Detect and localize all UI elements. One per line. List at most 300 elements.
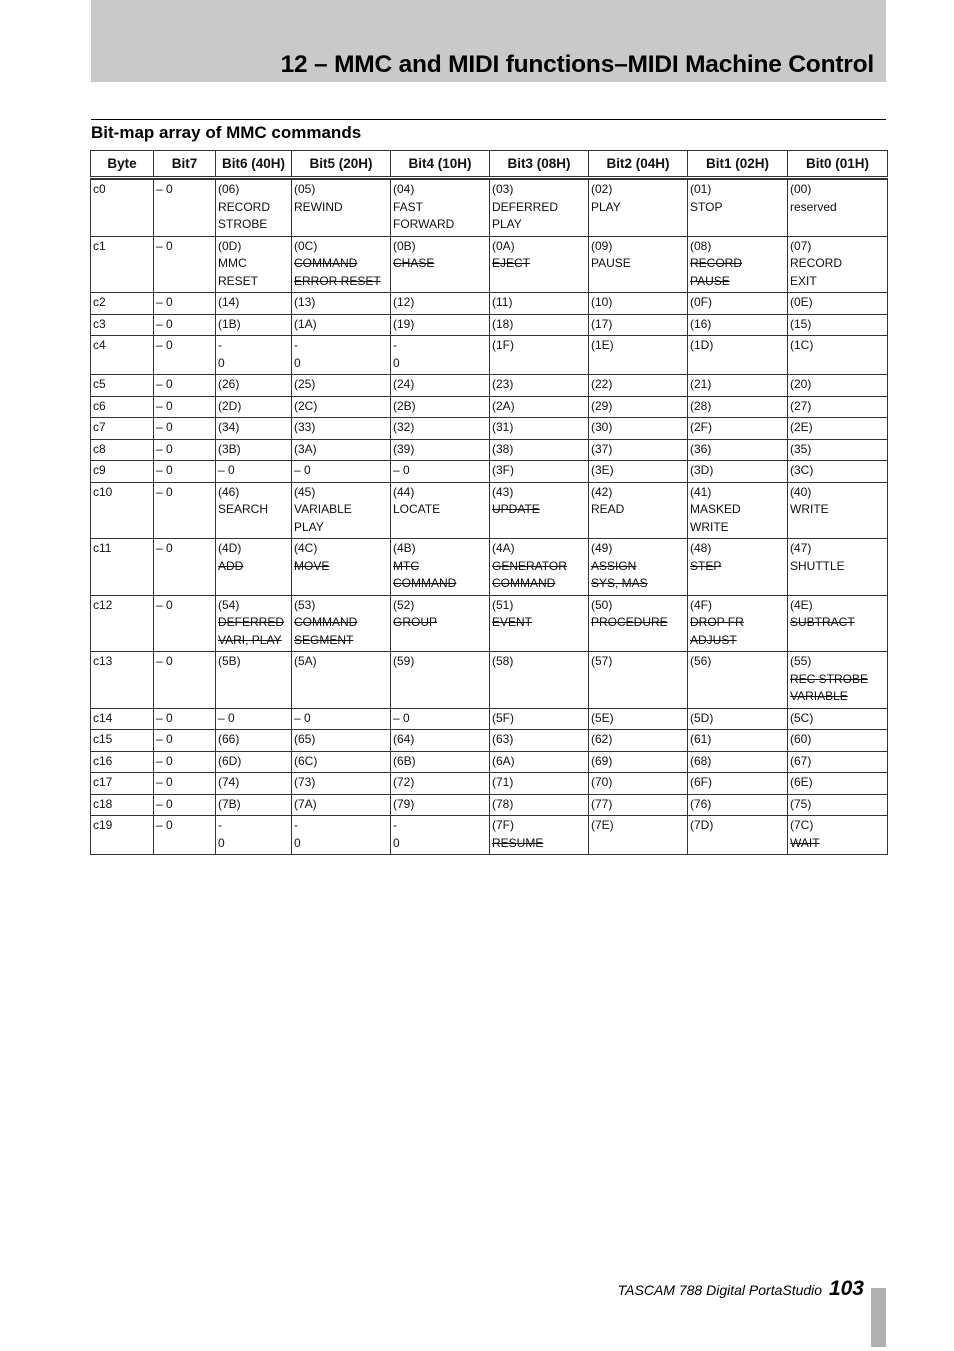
command-cell: [688, 652, 788, 709]
command-cell: [216, 751, 292, 773]
command-code: (3F): [492, 463, 514, 477]
bit7-cell: – 0: [154, 396, 216, 418]
command-cell: [788, 539, 888, 596]
table-row: [91, 293, 888, 315]
command-name: 0: [218, 355, 225, 370]
command-cell: [292, 595, 391, 652]
command-code: -: [393, 818, 397, 832]
command-cell: [688, 816, 788, 855]
command-name: ADJUST: [690, 632, 737, 647]
command-cell: [788, 396, 888, 418]
command-code: (0B): [393, 238, 416, 253]
command-code: (29): [591, 398, 613, 413]
command-code: (4C): [294, 541, 318, 555]
command-code: (37): [591, 441, 613, 456]
command-code: (72): [393, 775, 415, 789]
command-code: (6C): [294, 753, 318, 768]
command-name: 0: [393, 355, 400, 370]
command-cell: [490, 396, 589, 418]
byte-cell: c4: [91, 336, 154, 375]
command-name: STOP: [690, 199, 723, 214]
command-cell: [391, 396, 490, 418]
command-code: (6E): [790, 775, 813, 789]
command-code: (3B): [218, 441, 241, 456]
command-cell: [490, 375, 589, 397]
table-row: [91, 794, 888, 816]
command-code: (11): [492, 295, 513, 309]
table-row: [91, 482, 888, 539]
command-code: (19): [393, 316, 415, 331]
command-code: (76): [690, 796, 712, 811]
command-name: STEP: [690, 558, 722, 573]
command-name: MTC: [393, 558, 419, 573]
command-cell: [688, 236, 788, 293]
command-cell: [688, 336, 788, 375]
command-cell: [589, 336, 688, 375]
command-code: (56): [690, 654, 712, 668]
command-cell: [216, 336, 292, 375]
command-cell: [589, 180, 688, 237]
command-code: (67): [790, 753, 812, 768]
command-code: (64): [393, 732, 415, 746]
command-cell: [391, 293, 490, 315]
command-cell: [589, 375, 688, 397]
command-cell: [688, 418, 788, 440]
command-cell: [688, 482, 788, 539]
command-code: (06): [218, 182, 240, 196]
command-cell: [688, 751, 788, 773]
command-name: COMMAND: [492, 576, 556, 590]
command-code: (42): [591, 484, 613, 499]
command-cell: [589, 236, 688, 293]
command-code: (57): [591, 654, 613, 668]
command-cell: [490, 794, 589, 816]
bit7-cell: – 0: [154, 293, 216, 315]
byte-cell: c15: [91, 730, 154, 752]
command-name: REWIND: [294, 199, 343, 214]
command-cell: [216, 180, 292, 237]
command-cell: [391, 336, 490, 375]
command-code: (73): [294, 775, 316, 789]
command-cell: [589, 652, 688, 709]
command-code: (47): [790, 541, 812, 555]
command-cell: [688, 461, 788, 483]
command-cell: [589, 482, 688, 539]
command-cell: [292, 652, 391, 709]
command-code: (1E): [591, 338, 614, 352]
command-cell: [490, 314, 589, 336]
command-name: FORWARD: [393, 217, 455, 231]
command-cell: [216, 816, 292, 855]
command-name: PLAY: [591, 199, 621, 214]
table-row: [91, 314, 888, 336]
table-row: [91, 730, 888, 752]
command-cell: [292, 236, 391, 293]
command-name: UPDATE: [492, 502, 540, 516]
bit7-cell: – 0: [154, 482, 216, 539]
command-cell: [788, 816, 888, 855]
command-cell: [688, 314, 788, 336]
command-cell: [216, 708, 292, 730]
mmc-bitmap-table: [90, 150, 888, 855]
byte-cell: c10: [91, 482, 154, 539]
command-cell: [589, 794, 688, 816]
command-code: (26): [218, 377, 240, 391]
command-code: (75): [790, 796, 812, 811]
command-cell: [391, 751, 490, 773]
byte-cell: c12: [91, 595, 154, 652]
command-cell: [589, 439, 688, 461]
command-code: (5A): [294, 654, 317, 668]
command-code: (79): [393, 796, 415, 811]
command-cell: [788, 418, 888, 440]
command-code: (6F): [690, 775, 712, 789]
command-name: SHUTTLE: [790, 558, 845, 573]
command-code: -: [294, 818, 298, 832]
command-code: (50): [591, 597, 613, 612]
command-code: (60): [790, 732, 812, 746]
command-code: (51): [492, 597, 514, 612]
command-cell: [788, 652, 888, 709]
command-code: (15): [790, 316, 812, 331]
command-code: – 0: [218, 463, 235, 477]
command-cell: [490, 293, 589, 315]
command-code: (77): [591, 796, 613, 811]
table-header-row: [91, 151, 888, 178]
command-cell: [688, 773, 788, 795]
table-row: [91, 773, 888, 795]
command-cell: [490, 652, 589, 709]
command-code: (22): [591, 377, 613, 391]
command-code: (4B): [393, 541, 416, 555]
command-cell: [292, 794, 391, 816]
command-cell: [490, 773, 589, 795]
command-code: (66): [218, 732, 240, 746]
command-code: (17): [591, 316, 613, 331]
byte-cell: c9: [91, 461, 154, 483]
command-name: GENERATOR: [492, 558, 567, 573]
command-code: -: [218, 818, 222, 832]
command-name: RECORD: [218, 199, 271, 214]
command-name: DEFERRED: [218, 615, 285, 629]
command-code: (7A): [294, 796, 317, 811]
command-code: (3A): [294, 441, 317, 456]
byte-cell: c2: [91, 293, 154, 315]
command-code: (3C): [790, 463, 814, 477]
command-code: (33): [294, 420, 316, 434]
command-cell: [216, 652, 292, 709]
command-name: RESET: [218, 273, 259, 288]
table-row: [91, 336, 888, 375]
command-code: (5F): [492, 710, 514, 725]
command-code: (07): [790, 238, 812, 253]
table-row: [91, 461, 888, 483]
column-header-bit3: Bit3 (08H): [490, 151, 589, 178]
command-code: (36): [690, 441, 712, 456]
command-name: READ: [591, 502, 625, 516]
command-cell: [292, 708, 391, 730]
command-code: (53): [294, 597, 316, 612]
command-code: (38): [492, 441, 514, 456]
command-cell: [216, 595, 292, 652]
command-cell: [391, 539, 490, 596]
chapter-header-band: [91, 0, 886, 82]
command-name: COMMAND: [393, 576, 457, 590]
command-cell: [589, 595, 688, 652]
command-code: (2E): [790, 420, 813, 434]
command-name: PLAY: [294, 519, 324, 534]
command-code: (18): [492, 316, 514, 331]
bit7-cell: – 0: [154, 816, 216, 855]
command-cell: [490, 461, 589, 483]
command-name: 0: [218, 835, 225, 850]
command-cell: [391, 794, 490, 816]
command-cell: [391, 314, 490, 336]
byte-cell: c16: [91, 751, 154, 773]
command-code: (09): [591, 238, 613, 253]
command-cell: [589, 708, 688, 730]
command-code: (52): [393, 597, 415, 612]
command-code: (0E): [790, 295, 813, 309]
command-code: (32): [393, 420, 415, 434]
table-row: [91, 439, 888, 461]
command-code: (46): [218, 484, 240, 499]
command-cell: [788, 708, 888, 730]
command-code: (58): [492, 654, 514, 668]
byte-cell: c3: [91, 314, 154, 336]
command-name: EXIT: [790, 273, 817, 288]
command-cell: [589, 773, 688, 795]
command-code: (25): [294, 377, 316, 391]
bit7-cell: – 0: [154, 336, 216, 375]
bit7-cell: – 0: [154, 751, 216, 773]
byte-cell: c0: [91, 180, 154, 237]
command-cell: [216, 418, 292, 440]
command-cell: [589, 461, 688, 483]
table-row: [91, 595, 888, 652]
command-name: reserved: [790, 199, 837, 214]
command-cell: [788, 314, 888, 336]
command-code: (41): [690, 484, 712, 499]
command-cell: [688, 794, 788, 816]
command-code: (68): [690, 753, 712, 768]
command-cell: [589, 539, 688, 596]
command-code: (6A): [492, 753, 515, 768]
command-code: (35): [790, 441, 812, 456]
command-cell: [216, 730, 292, 752]
command-code: (2B): [393, 398, 416, 413]
byte-cell: c7: [91, 418, 154, 440]
command-cell: [688, 708, 788, 730]
command-code: (2A): [492, 398, 515, 413]
command-code: (24): [393, 377, 415, 391]
command-cell: [391, 375, 490, 397]
command-name: RESUME: [492, 835, 544, 850]
command-code: (48): [690, 541, 712, 555]
command-code: (00): [790, 182, 812, 196]
command-cell: [391, 418, 490, 440]
command-cell: [391, 461, 490, 483]
command-cell: [589, 396, 688, 418]
command-code: (65): [294, 732, 316, 746]
column-header-bit4: Bit4 (10H): [391, 151, 490, 178]
command-name: DROP FR: [690, 615, 744, 629]
command-cell: [292, 314, 391, 336]
command-code: (30): [591, 420, 613, 434]
command-cell: [391, 482, 490, 539]
command-name: WAIT: [790, 835, 820, 850]
column-header-bit0: Bit0 (01H): [788, 151, 888, 178]
command-cell: [589, 314, 688, 336]
command-cell: [391, 730, 490, 752]
table-row: [91, 816, 888, 855]
command-cell: [490, 439, 589, 461]
command-name: REC STROBE: [790, 671, 869, 686]
command-name: SYS, MAS: [591, 576, 648, 590]
command-name: EJECT: [492, 256, 531, 270]
section-divider: [91, 119, 886, 120]
column-header-bit7: Bit7: [154, 151, 216, 178]
command-code: (21): [690, 377, 712, 391]
page-number: 103: [828, 1277, 864, 1300]
command-name: 0: [294, 835, 301, 850]
command-code: (7D): [690, 818, 714, 832]
command-cell: [490, 482, 589, 539]
command-cell: [688, 180, 788, 237]
command-cell: [788, 461, 888, 483]
command-cell: [788, 293, 888, 315]
command-code: (0F): [690, 295, 712, 309]
command-code: (27): [790, 398, 812, 413]
command-name: STROBE: [218, 217, 268, 231]
bit7-cell: – 0: [154, 418, 216, 440]
table-body: [91, 178, 888, 855]
command-code: (74): [218, 775, 240, 789]
command-code: (43): [492, 484, 514, 499]
command-cell: [292, 375, 391, 397]
footer-product-name: TASCAM 788 Digital PortaStudio: [617, 1282, 823, 1298]
command-code: (70): [591, 775, 613, 789]
page-footer: [618, 1277, 864, 1301]
command-code: (69): [591, 753, 613, 768]
bit7-cell: – 0: [154, 461, 216, 483]
bit7-cell: – 0: [154, 539, 216, 596]
command-cell: [589, 751, 688, 773]
command-name: SUBTRACT: [790, 615, 855, 629]
command-cell: [490, 236, 589, 293]
command-code: (31): [492, 420, 514, 434]
command-cell: [292, 482, 391, 539]
bit7-cell: – 0: [154, 730, 216, 752]
column-header-bit2: Bit2 (04H): [589, 151, 688, 178]
command-code: (14): [218, 295, 240, 309]
command-code: (13): [294, 295, 316, 309]
command-code: – 0: [218, 710, 235, 725]
command-cell: [688, 293, 788, 315]
byte-cell: c14: [91, 708, 154, 730]
table-row: [91, 375, 888, 397]
command-name: ASSIGN: [591, 558, 637, 573]
command-cell: [788, 375, 888, 397]
command-code: (7C): [790, 818, 814, 832]
command-code: (2C): [294, 398, 318, 413]
command-cell: [490, 180, 589, 237]
command-code: (02): [591, 182, 613, 196]
byte-cell: c13: [91, 652, 154, 709]
command-cell: [292, 461, 391, 483]
bit7-cell: – 0: [154, 595, 216, 652]
command-name: PAUSE: [591, 256, 631, 270]
command-code: (7E): [591, 818, 614, 832]
command-cell: [292, 751, 391, 773]
command-cell: [788, 482, 888, 539]
command-name: MOVE: [294, 558, 330, 573]
byte-cell: c18: [91, 794, 154, 816]
command-cell: [391, 439, 490, 461]
command-cell: [688, 730, 788, 752]
command-cell: [490, 708, 589, 730]
command-cell: [688, 539, 788, 596]
command-name: 0: [393, 835, 400, 850]
command-cell: [292, 730, 391, 752]
command-name: PAUSE: [690, 273, 730, 288]
command-code: (20): [790, 377, 812, 391]
command-cell: [391, 595, 490, 652]
command-code: (16): [690, 316, 712, 331]
command-cell: [216, 794, 292, 816]
command-code: (1B): [218, 316, 241, 331]
command-code: – 0: [393, 710, 410, 725]
command-code: (45): [294, 484, 316, 499]
byte-cell: c19: [91, 816, 154, 855]
command-code: – 0: [294, 463, 311, 477]
command-cell: [589, 816, 688, 855]
command-cell: [292, 396, 391, 418]
command-cell: [688, 375, 788, 397]
command-code: (12): [393, 295, 415, 309]
command-cell: [216, 375, 292, 397]
command-cell: [292, 293, 391, 315]
command-cell: [292, 773, 391, 795]
command-code: (4D): [218, 541, 242, 555]
byte-cell: c6: [91, 396, 154, 418]
command-code: (0D): [218, 238, 242, 253]
command-cell: [216, 439, 292, 461]
command-cell: [589, 418, 688, 440]
bit7-cell: – 0: [154, 314, 216, 336]
command-cell: [788, 751, 888, 773]
bit7-cell: – 0: [154, 180, 216, 237]
command-code: (6D): [218, 753, 242, 768]
command-code: (04): [393, 182, 415, 196]
column-header-byte: Byte: [91, 151, 154, 178]
command-cell: [788, 180, 888, 237]
command-code: (28): [690, 398, 712, 413]
command-cell: [216, 396, 292, 418]
command-code: (1F): [492, 338, 514, 352]
table-row: [91, 539, 888, 596]
command-name: ADD: [218, 558, 244, 573]
table-row: [91, 708, 888, 730]
command-code: (39): [393, 441, 415, 456]
command-code: – 0: [294, 710, 311, 725]
command-code: (71): [492, 775, 514, 789]
bit7-cell: – 0: [154, 375, 216, 397]
command-cell: [216, 482, 292, 539]
command-cell: [391, 180, 490, 237]
command-name: PROCEDURE: [591, 615, 668, 629]
command-code: (40): [790, 484, 812, 499]
